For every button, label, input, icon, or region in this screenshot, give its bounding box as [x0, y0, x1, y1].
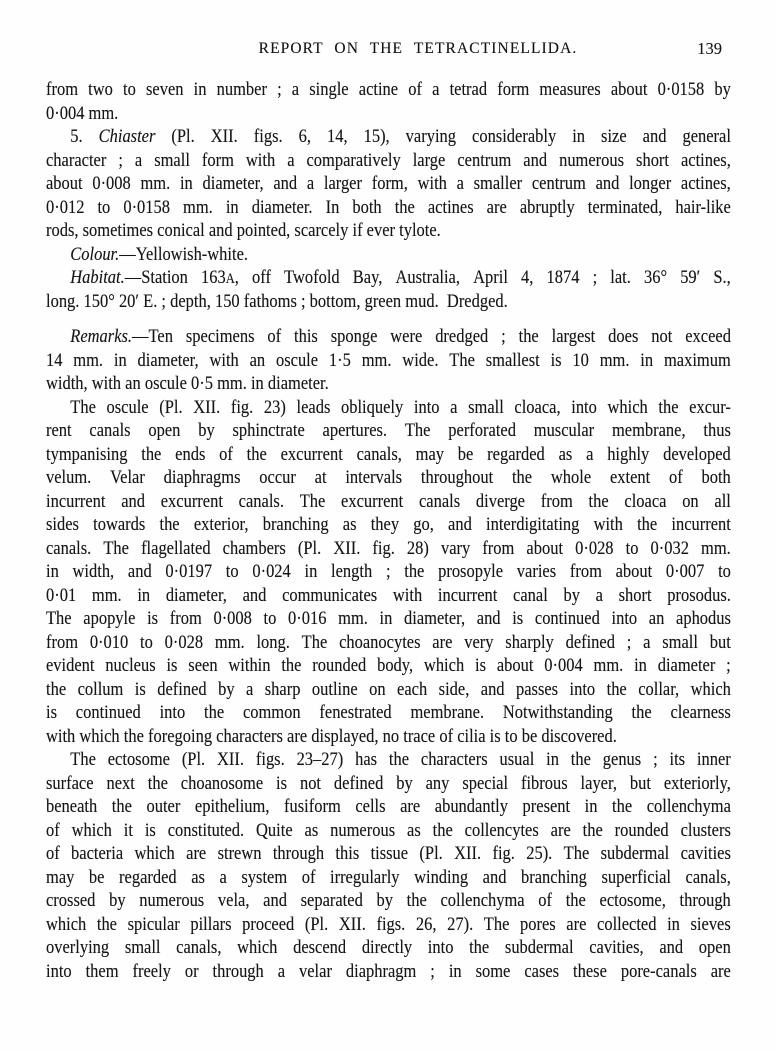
paragraph — [46, 325, 731, 396]
text-line: tympanising the ends of the excurrent canals, may be regarded as a highly developed — [46, 443, 731, 465]
text-line: Colour.—Yellowish-white. — [70, 243, 249, 265]
paragraph — [46, 78, 731, 125]
text-line: may be regarded as a system of irregularly winding and branching superficial canals, — [46, 866, 731, 888]
text-line: canals. The flagellated chambers (Pl. XII. fig. 28) vary from about 0·028 to 0·032 mm. — [46, 537, 731, 559]
text-line: which the spicular pillars proceed (Pl. XII. figs. 26, 27). The pores are collected in sieves — [46, 913, 731, 935]
text-line: Habitat.—Station 163A, off Twofold Bay, Australia, April 4, 1874 ; lat. 36° 59′ S., — [70, 267, 731, 288]
text-line: 14 mm. in diameter, with an oscule 1·5 mm. wide. The smallest is 10 mm. in maximum — [46, 349, 731, 371]
text-line: The ectosome (Pl. XII. figs. 23–27) has the characters usual in the genus ; its inner — [70, 749, 731, 770]
text-line: beneath the outer epithelium, fusiform cells are abundantly present in the collenchyma — [46, 796, 731, 817]
text-line: sides towards the exterior, branching as they go, and interdigitating with the incurrent — [46, 514, 731, 535]
text-line: in width, and 0·0197 to 0·024 in length ; the prosopyle varies from about 0·007 to — [46, 561, 731, 582]
page-title: REPORT ON THE TETRACTINELLIDA. — [258, 40, 578, 57]
paragraph — [46, 243, 731, 267]
text-line: long. 150° 20′ E. ; depth, 150 fathoms ; bottom, green mud. Dredged. — [46, 290, 508, 312]
text-line: about 0·008 mm. in diameter, and a larger form, with a smaller centrum and longer actines, — [46, 173, 731, 194]
text-line: The apopyle is from 0·008 to 0·016 mm. in diameter, and is continued into an aphodus — [46, 608, 731, 629]
paragraph — [46, 266, 731, 313]
text-line: with which the foregoing characters are displayed, no trace of cilia is to be discovered. — [46, 725, 617, 747]
text-line: 0·012 to 0·0158 mm. in diameter. In both the actines are abruptly terminated, hair-like — [46, 196, 731, 218]
text-line: crossed by numerous vela, and separated by the collenchyma of the ectosome, through — [46, 890, 731, 911]
text-line: overlying small canals, which descend directly into the subdermal cavities, and open — [46, 937, 731, 958]
text-line: The oscule (Pl. XII. fig. 23) leads obliquely into a small cloaca, into which the excur- — [70, 396, 731, 418]
text-line: 0·01 mm. in diameter, and communicates with incurrent canal by a short prosodus. — [46, 584, 731, 606]
text-line: into them freely or through a velar diaphragm ; in some cases these pore-canals are — [46, 960, 731, 982]
text-line: surface next the choanosome is not defined by any special fibrous layer, but exteriorly, — [46, 772, 731, 794]
text-line: Remarks.—Ten specimens of this sponge were dredged ; the largest does not exceed — [70, 326, 731, 347]
text-line: 0·004 mm. — [46, 102, 119, 124]
text-line: the collum is defined by a sharp outline on each side, and passes into the collar, which — [46, 678, 731, 700]
text-line: is continued into the common fenestrated membrane. Notwithstanding the clearness — [46, 702, 731, 723]
text-line: of bacteria which are strewn through this tissue (Pl. XII. fig. 25). The subdermal cavities — [46, 843, 731, 864]
text-line: rods, sometimes conical and pointed, scarcely if ever tylote. — [46, 220, 441, 241]
page-body — [46, 78, 731, 983]
text-line: width, with an oscule 0·5 mm. in diameter. — [46, 373, 329, 394]
paragraph — [46, 125, 731, 243]
running-header — [46, 40, 730, 62]
page-number: 139 — [697, 39, 722, 58]
text-line: evident nucleus is seen within the rounded body, which is about 0·004 mm. in diameter ; — [46, 655, 731, 676]
text-line: velum. Velar diaphragms occur at intervals throughout the whole extent of both — [46, 467, 731, 488]
text-line: of which it is constituted. Quite as numerous as the collencytes are the rounded clusters — [46, 819, 731, 841]
text-line: from two to seven in number ; a single actine of a tetrad form measures about 0·0158 by — [46, 79, 731, 100]
text-line: incurrent and excurrent canals. The excurrent canals diverge from the cloaca on all — [46, 490, 731, 512]
text-line: from 0·010 to 0·028 mm. long. The choanocytes are very sharply defined ; a small but — [46, 631, 731, 653]
paragraph — [46, 748, 731, 983]
paragraph — [46, 396, 731, 749]
text-line: 5. Chiaster (Pl. XII. figs. 6, 14, 15), varying considerably in size and general — [70, 126, 731, 147]
text-line: rent canals open by sphinctrate apertures. The perforated muscular membrane, thus — [46, 420, 731, 441]
text-line: character ; a small form with a comparatively large centrum and numerous short actines, — [46, 149, 731, 171]
